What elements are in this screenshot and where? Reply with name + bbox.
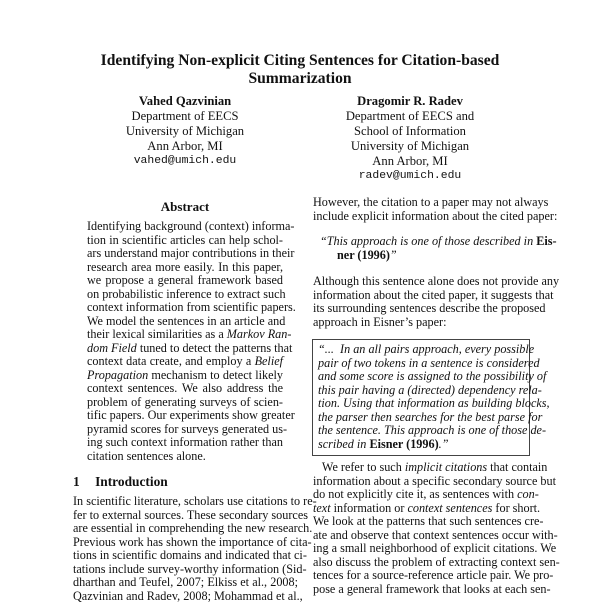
italic-text: pair of two tokens in a sentence is considered [318, 356, 540, 370]
text-line: tific papers. Our experiments show greater [87, 409, 283, 423]
italic-text: Propagation [87, 368, 148, 382]
text-line [318, 384, 524, 398]
author-2 [310, 94, 510, 184]
text-line: However, the citation to a paper may not always [313, 196, 529, 210]
text-line: dharthan and Teufel, 2007; Elkiss et al., 2008; [73, 576, 298, 590]
text-line [87, 369, 283, 383]
intro-paragraph [73, 495, 298, 603]
text-line: information about a specific secondary source but [313, 475, 529, 489]
text-span: their lexical similarities as a [87, 327, 227, 341]
bold-text: Eis- [536, 234, 556, 248]
text-line [318, 424, 524, 438]
text-line [320, 235, 528, 249]
text-span: mechanism to detect likely [148, 368, 283, 382]
section-heading-introduction [73, 474, 168, 489]
text-line [318, 397, 524, 411]
text-line: In scientific literature, scholars use citations to re- [73, 495, 298, 509]
author-affiliation: University of Michigan [310, 139, 510, 154]
text-line [313, 488, 529, 502]
text-line: tion in scientific articles can help schol- [87, 234, 283, 248]
italic-text: .” [439, 437, 449, 451]
text-line: ars understand major contributions in their [87, 247, 283, 261]
text-line [87, 342, 283, 356]
text-span: that contain [487, 460, 547, 474]
text-line: approach in Eisner’s paper: [313, 316, 529, 330]
italic-text: text [313, 501, 331, 515]
text-line: on probabilistic inference to extract such [87, 288, 283, 302]
text-line: problem of generating surveys of scien- [87, 396, 283, 410]
title-line: Summarization [60, 70, 540, 88]
text-span: do not explicitly cite it, as sentences with [313, 487, 517, 501]
paper-title [60, 52, 540, 88]
text-line: also discuss the problem of extracting context sen- [313, 556, 529, 570]
bold-text: ner (1996) [337, 248, 390, 262]
text-line [318, 370, 524, 384]
italic-text: scribed in [318, 437, 369, 451]
text-line: information about the cited paper, it suggests that [313, 289, 529, 303]
text-line: its surrounding sentences describe the proposed [313, 302, 529, 316]
text-line: context information from scientific papers. [87, 301, 283, 315]
quoted-passage [318, 343, 524, 451]
text-line: are essential in comprehending the new research. [73, 522, 298, 536]
text-span: information or [331, 501, 408, 515]
text-line: we propose a general framework based [87, 274, 283, 288]
italic-text: dom Field [87, 341, 137, 355]
author-affiliation: School of Information [310, 124, 510, 139]
text-line: context sentences. We also address the [87, 382, 283, 396]
text-line [318, 357, 524, 371]
italic-text: tion. Using that information as building blocks, [318, 396, 550, 410]
text-line: citation sentences alone. [87, 450, 283, 464]
section-number: 1 [73, 474, 80, 489]
author-name: Dragomir R. Radev [310, 94, 510, 109]
italic-text: “This approach is one of those described in [320, 234, 536, 248]
text-line [313, 502, 529, 516]
italic-text: ” [390, 248, 397, 262]
author-affiliation: Ann Arbor, MI [85, 139, 285, 154]
author-1 [85, 94, 285, 169]
text-line: Identifying background (context) informa- [87, 220, 283, 234]
text-line [318, 438, 524, 452]
text-line [87, 328, 283, 342]
text-line: include explicit information about the cited paper: [313, 210, 529, 224]
paragraph-2 [313, 275, 529, 329]
italic-text: con- [517, 487, 539, 501]
author-name: Vahed Qazvinian [85, 94, 285, 109]
text-span: We refer to such [313, 460, 405, 474]
author-email: radev@umich.edu [310, 169, 510, 184]
section-title: Introduction [95, 474, 168, 489]
text-line [87, 355, 283, 369]
text-line: tions in scientific domains and indicated that ci- [73, 549, 298, 563]
text-line: tences for a source-reference article pair. We pro- [313, 569, 529, 583]
text-line: Previous work has shown the importance of cita- [73, 536, 298, 550]
text-line: pose a general framework that looks at each sen- [313, 583, 529, 597]
italic-text: this pair having a (directed) dependency rela- [318, 383, 542, 397]
text-line: tations include survey-worthy information (Sid- [73, 563, 298, 577]
italic-text: Belief [255, 354, 283, 368]
paragraph-1 [313, 196, 529, 223]
abstract-heading: Abstract [87, 199, 283, 214]
text-line: research area more easily. In this paper, [87, 261, 283, 275]
author-affiliation: Ann Arbor, MI [310, 154, 510, 169]
text-line: ing such context information rather than [87, 436, 283, 450]
text-line: Although this sentence alone does not provide any [313, 275, 529, 289]
text-line [313, 461, 529, 475]
bold-text: Eisner (1996) [369, 437, 438, 451]
italic-text: “... In an all pairs approach, every possible [318, 342, 534, 356]
text-line: fer to external sources. These secondary sources [73, 509, 298, 523]
author-affiliation: Department of EECS [85, 109, 285, 124]
text-span: for short. [492, 501, 540, 515]
text-line [320, 249, 528, 263]
text-span: tuned to detect the patterns that [137, 341, 293, 355]
text-span: context data create, and employ a [87, 354, 255, 368]
italic-text: Markov Ran- [227, 327, 292, 341]
text-line: pyramid scores for surveys generated us- [87, 423, 283, 437]
paragraph-3 [313, 461, 529, 596]
italic-text: implicit citations [405, 460, 487, 474]
title-line: Identifying Non-explicit Citing Sentences for Citation-based [60, 52, 540, 70]
author-email: vahed@umich.edu [85, 154, 285, 169]
text-line: We look at the patterns that such sentences cre- [313, 515, 529, 529]
italic-text: the parser then searches for the best parse for [318, 410, 542, 424]
example-quote [320, 235, 528, 262]
abstract-text [87, 220, 283, 463]
text-line: We model the sentences in an article and [87, 315, 283, 329]
author-affiliation: University of Michigan [85, 124, 285, 139]
text-line [318, 411, 524, 425]
text-line: ate and observe that context sentences occur with- [313, 529, 529, 543]
text-line [318, 343, 524, 357]
italic-text: and some score is assigned to the possibility of [318, 369, 546, 383]
author-affiliation: Department of EECS and [310, 109, 510, 124]
italic-text: context sentences [407, 501, 492, 515]
text-line: Qazvinian and Radev, 2008; Mohammad et al., [73, 590, 298, 603]
text-line: ing a small neighborhood of explicit citations. We [313, 542, 529, 556]
italic-text: the sentence. This approach is one of those de- [318, 423, 546, 437]
